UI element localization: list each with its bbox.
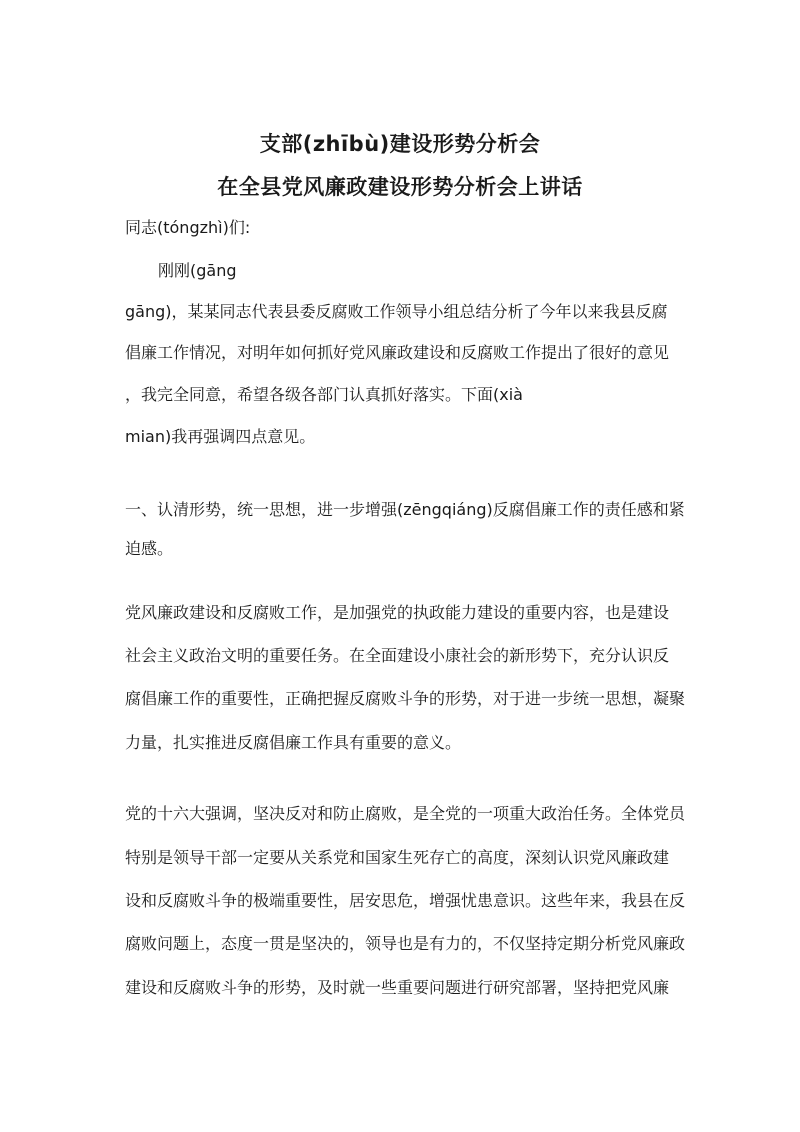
paragraph-line: 党的十六大强调，坚决反对和防止腐败，是全党的一项重大政治任务。全体党员	[125, 804, 686, 823]
paragraph-line: ，我完全同意，希望各级各部门认真抓好落实。下面(xià	[125, 385, 523, 404]
paragraph-line: 腐倡廉工作的重要性，正确把握反腐败斗争的形势，对于进一步统一思想，凝聚	[125, 689, 686, 708]
paragraph-line: 腐败问题上，态度一贯是坚决的，领导也是有力的，不仅坚持定期分析党风廉政	[125, 934, 686, 953]
paragraph-line: mian)我再强调四点意见。	[125, 427, 316, 446]
document-title-line-1: 支部(zhībù)建设形势分析会	[259, 132, 541, 156]
paragraph-line: gāng)，某某同志代表县委反腐败工作领导小组总结分析了今年以来我县反腐	[125, 302, 668, 321]
paragraph-line: 刚刚(gāng	[158, 261, 237, 280]
paragraph-line: 社会主义政治文明的重要任务。在全面建设小康社会的新形势下，充分认识反	[125, 646, 670, 665]
section-heading-line: 迫感。	[125, 539, 174, 558]
salutation: 同志(tóngzhì)们:	[125, 218, 251, 237]
paragraph-line: 党风廉政建设和反腐败工作，是加强党的执政能力建设的重要内容，也是建设	[125, 603, 670, 622]
document-title-line-2: 在全县党风廉政建设形势分析会上讲话	[217, 175, 583, 199]
paragraph-line: 力量，扎实推进反腐倡廉工作具有重要的意义。	[125, 733, 462, 752]
paragraph-line: 特别是领导干部一定要从关系党和国家生死存亡的高度，深刻认识党风廉政建	[125, 848, 670, 867]
paragraph-line: 建设和反腐败斗争的形势，及时就一些重要问题进行研究部署，坚持把党风廉	[125, 978, 670, 997]
paragraph-line: 设和反腐败斗争的极端重要性，居安思危，增强忧患意识。这些年来，我县在反	[125, 891, 686, 910]
section-heading-line: 一、认清形势，统一思想，进一步增强(zēngqiáng)反腐倡廉工作的责任感和紧	[125, 500, 685, 519]
paragraph-line: 倡廉工作情况，对明年如何抓好党风廉政建设和反腐败工作提出了很好的意见	[125, 343, 670, 362]
